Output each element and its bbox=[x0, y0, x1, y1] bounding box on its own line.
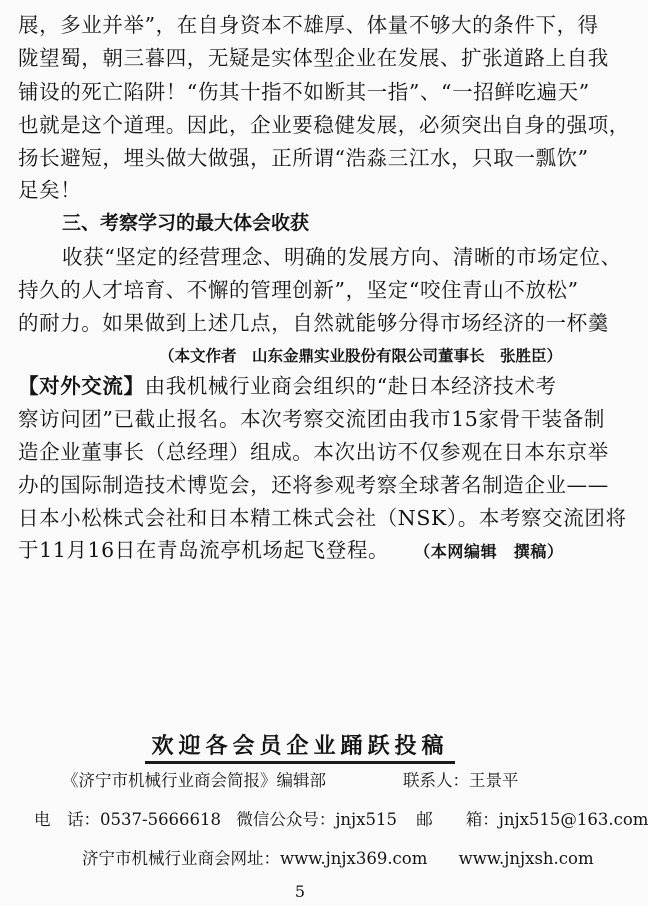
page-number: 5 bbox=[294, 882, 306, 901]
wechat-account: jnjx515 bbox=[335, 810, 397, 829]
harvest-line-2: 持久的人才培育、不懈的管理创新”，坚定“咬住青山不放松” bbox=[18, 278, 579, 302]
phone-number: 0537-5666618 bbox=[100, 810, 222, 829]
exchange-line-5: 日本小松株式会社和日本精工株式会社（NSK）。本考察交流团将 bbox=[18, 506, 627, 530]
exchange-line-2: 察访问团”已截止报名。本次考察交流团由我市15家骨干装备制 bbox=[18, 407, 605, 431]
body-line-4: 也就是这个道理。因此，企业要稳健发展，必须突出自身的强项， bbox=[18, 113, 630, 137]
welcome-banner bbox=[0, 732, 600, 762]
exchange-line-6 bbox=[18, 536, 564, 566]
harvest-line-3: 的耐力。如果做到上述几点，自然就能够分得市场经济的一杯羹 bbox=[18, 311, 609, 335]
website-row bbox=[82, 847, 594, 871]
website-link-1[interactable]: www.jnjx369.com bbox=[280, 849, 428, 868]
body-line-1: 展，多业并举”，在自身资本不雄厚、体量不够大的条件下，得 bbox=[18, 13, 599, 37]
website-label: 济宁市机械行业商会网址： bbox=[82, 849, 280, 868]
author-byline: （本文作者 山东金鼎实业股份有限公司董事长 张胜臣） bbox=[158, 347, 562, 365]
section-heading: 三、考察学习的最大体会收获 bbox=[62, 212, 310, 234]
editorial-department: 《济宁市机械行业商会简报》编辑部 bbox=[62, 771, 326, 790]
website-link-2[interactable]: www.jnjxsh.com bbox=[458, 849, 594, 868]
exchange-line-6-text: 于11月16日在青岛流亭机场起飞登程。 bbox=[18, 538, 390, 562]
email-address[interactable]: jnjx515@163.com bbox=[498, 810, 648, 829]
exchange-line-1 bbox=[18, 372, 557, 400]
exchange-line-3: 造企业董事长（总经理）组成。本次出访不仅参观在日本东京举 bbox=[18, 440, 609, 464]
body-line-3: 铺设的死亡陷阱！“伤其十指不如断其一指”、“一招鲜吃遍天” bbox=[18, 80, 590, 104]
email-label: 邮 箱： bbox=[416, 810, 499, 829]
phone-label: 电 话： bbox=[34, 810, 100, 829]
exchange-line-4: 办的国际制造技术博览会，还将参观考察全球著名制造企业—— bbox=[18, 473, 609, 497]
exchange-label: 【对外交流】 bbox=[18, 374, 145, 398]
body-line-2: 陇望蜀，朝三暮四，无疑是实体型企业在发展、扩张道路上自我 bbox=[18, 46, 609, 70]
contact-person: 联系人：王景平 bbox=[403, 771, 519, 790]
welcome-text: 欢迎各会员企业踊跃投稿 bbox=[145, 734, 454, 764]
harvest-line-1: 收获“坚定的经营理念、明确的发展方向、清晰的市场定位、 bbox=[62, 245, 622, 269]
body-line-6: 足矣！ bbox=[18, 178, 82, 202]
contact-row bbox=[34, 808, 648, 832]
exchange-credit: （本网编辑 撰稿） bbox=[414, 542, 564, 561]
wechat-label: 微信公众号： bbox=[236, 810, 336, 829]
body-line-5: 扬长避短，埋头做大做强，正所谓“浩淼三江水，只取一瓢饮” bbox=[18, 146, 589, 170]
exchange-line-1-text: 由我机械行业商会组织的“赴日本经济技术考 bbox=[144, 374, 557, 398]
